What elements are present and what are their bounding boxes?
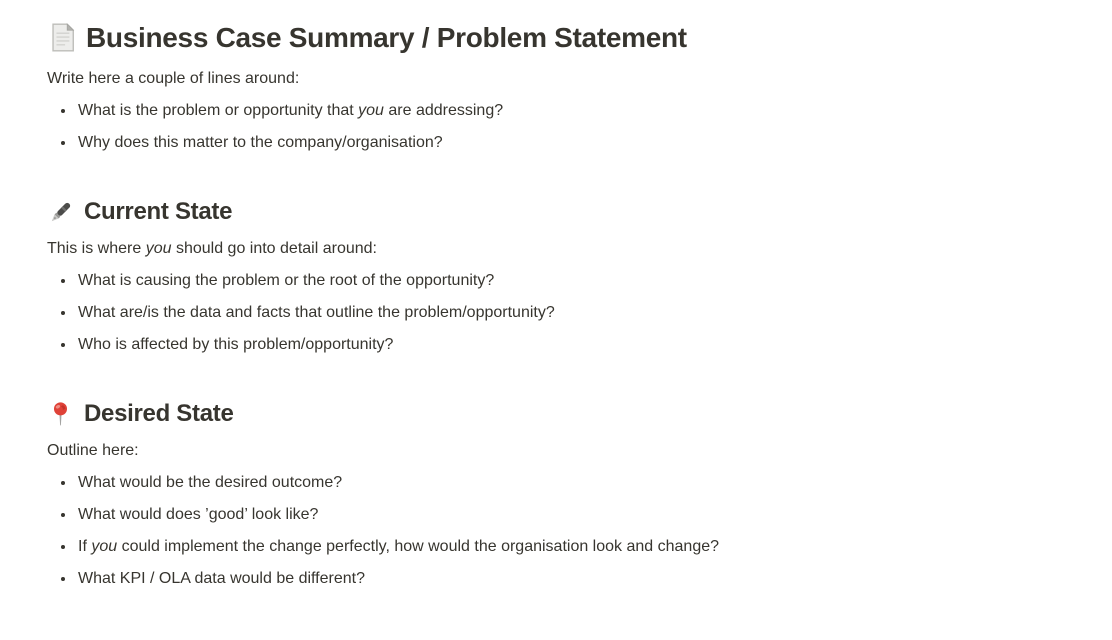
section — [47, 20, 1052, 155]
text-run: What are/is the data and facts that outline the problem/opportunity? — [78, 304, 555, 321]
text-run: Write here a couple of lines around: — [47, 70, 300, 87]
bullet-item[interactable] — [76, 471, 1052, 495]
bullet-item[interactable] — [76, 269, 1052, 293]
round-pushpin-icon — [47, 401, 74, 428]
section — [47, 197, 1052, 357]
section-title: Desired State — [84, 400, 234, 427]
bullet-item[interactable] — [76, 503, 1052, 527]
text-run: are addressing? — [383, 102, 504, 119]
section-heading[interactable] — [47, 399, 1052, 429]
bullet-item[interactable] — [76, 301, 1052, 325]
bullet-item[interactable] — [76, 535, 1052, 559]
bullet-item[interactable] — [76, 99, 1052, 123]
section-intro[interactable] — [47, 439, 1052, 463]
bullet-list — [47, 99, 1052, 155]
section-heading[interactable] — [47, 20, 1052, 55]
text-run: could implement the change perfectly, how would the organisation look and change? — [117, 538, 720, 555]
page-facing-up-icon — [47, 22, 78, 53]
section — [47, 399, 1052, 591]
section-intro[interactable] — [47, 237, 1052, 261]
text-run: What KPI / OLA data would be different? — [78, 570, 365, 587]
section-title: Current State — [84, 198, 233, 225]
bullet-item[interactable] — [76, 131, 1052, 155]
text-run: If — [78, 538, 92, 555]
bullet-item[interactable] — [76, 567, 1052, 591]
text-run: This is where — [47, 240, 146, 257]
text-run: What is the problem or opportunity that — [78, 102, 359, 119]
document-body — [47, 20, 1052, 591]
text-run: What would be the desired outcome? — [78, 474, 343, 491]
bullet-item[interactable] — [76, 333, 1052, 357]
bullet-list — [47, 471, 1052, 591]
text-run: What is causing the problem or the root of the opportunity? — [78, 272, 495, 289]
section-intro[interactable] — [47, 67, 1052, 91]
text-run: Outline here: — [47, 442, 139, 459]
section-title: Business Case Summary / Problem Statement — [86, 22, 687, 53]
text-run: should go into detail around: — [171, 240, 377, 257]
text-run: What would does ’good’ look like? — [78, 506, 319, 523]
italic-text-run: you — [145, 240, 172, 257]
text-run: Who is affected by this problem/opportunity? — [78, 336, 394, 353]
text-run: Why does this matter to the company/organisation? — [78, 134, 443, 151]
bullet-list — [47, 269, 1052, 357]
pen-icon — [47, 199, 74, 226]
italic-text-run: you — [91, 538, 118, 555]
section-heading[interactable] — [47, 197, 1052, 227]
italic-text-run: you — [358, 102, 384, 119]
